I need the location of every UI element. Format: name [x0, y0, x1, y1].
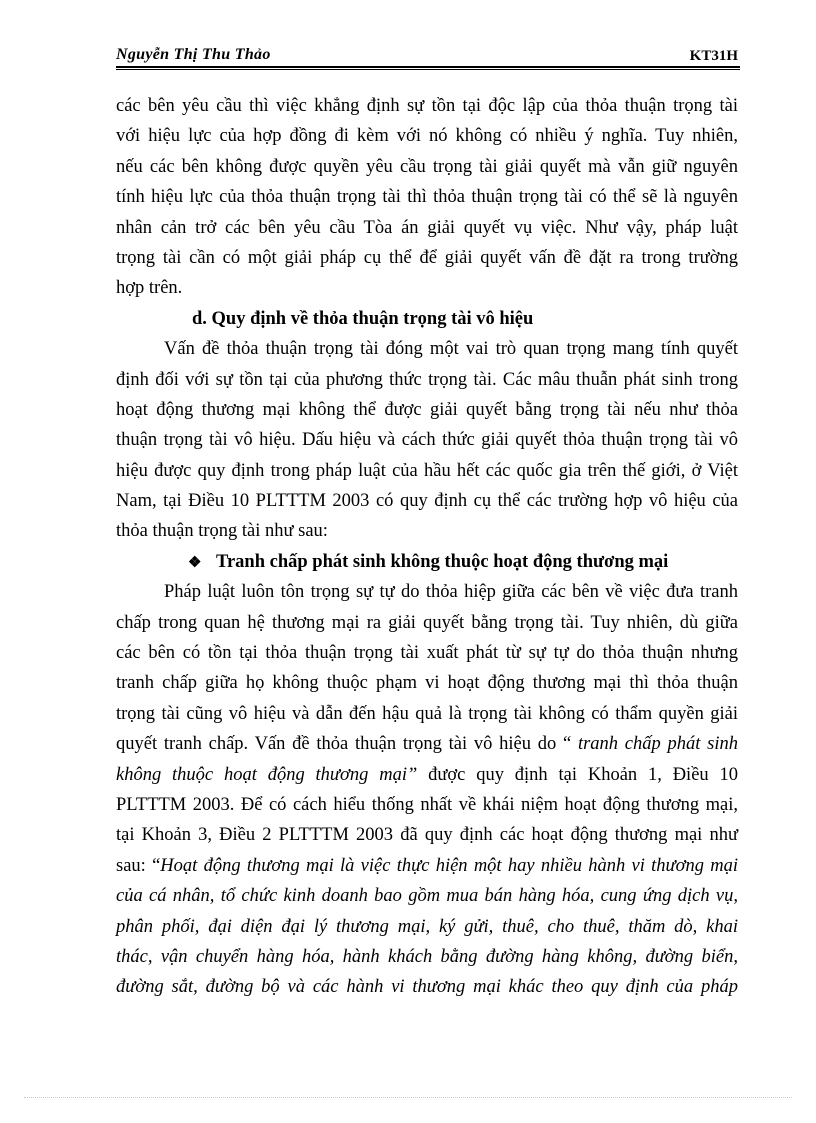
- text-line: các bên có tồn tại thỏa thuận trọng tài xuất phát từ sự tự do thỏa thuận nhưng: [116, 643, 738, 664]
- quote-segment: phân phối, đại diện đại lý thương mại, ký gửi, thuê, cho thuê, thăm dò, khai: [116, 916, 738, 937]
- text-line: thuận trọng tài vô hiệu. Dấu hiệu và cách thức giải quyết thỏa thuận trọng tài vô: [116, 430, 738, 451]
- text-line: hiệu được quy định trong pháp luật của hầu hết các quốc gia trên thế giới, ở Việt: [116, 460, 738, 481]
- text-line: thỏa thuận trọng tài như sau:: [116, 521, 328, 542]
- document-body: [116, 91, 738, 1003]
- text-line: định đối với sự tồn tại của phương thức trọng tài. Các mâu thuẫn phát sinh trong: [116, 369, 738, 390]
- footer-divider: [24, 1097, 792, 1098]
- text-line: [116, 760, 738, 790]
- text-line: Pháp luật luôn tôn trọng sự tự do thỏa hiệp giữa các bên về việc đưa tranh: [164, 582, 738, 603]
- paragraph-3: [116, 577, 738, 1002]
- text-segment: được quy định tại Khoản 1, Điều 10: [417, 764, 738, 785]
- bullet-heading: [116, 547, 738, 577]
- bullet-heading-text: Tranh chấp phát sinh không thuộc hoạt động thương mại: [216, 551, 669, 572]
- paragraph-1: [116, 91, 738, 304]
- quote-segment: không thuộc hoạt động thương mại”: [116, 764, 418, 785]
- quote-segment: thác, vận chuyển hàng hóa, hành khách bằng đường hàng không, đường biển,: [116, 946, 738, 967]
- diamond-bullet-icon: ❖: [188, 554, 202, 571]
- text-line: [116, 912, 738, 942]
- text-line: [116, 729, 738, 759]
- text-line: Vấn đề thỏa thuận trọng tài đóng một vai trò quan trọng mang tính quyết: [164, 339, 738, 360]
- text-line: tại Khoản 3, Điều 2 PLTTTM 2003 đã quy định các hoạt động thương mại như: [116, 825, 738, 846]
- quote-segment: Hoạt động thương mại là việc thực hiện một hay nhiều hành vi thương mại: [160, 855, 739, 876]
- quote-segment: đường sắt, đường bộ và các hành vi thương mại khác theo quy định của pháp: [116, 977, 738, 998]
- text-line: nếu các bên không được quyền yêu cầu trọng tài giải quyết mà vẫn giữ nguyên: [116, 156, 738, 177]
- text-line: hoạt động thương mại không thể được giải quyết bằng trọng tài nếu như thỏa: [116, 399, 738, 420]
- text-line: trọng tài cần có một giải pháp cụ thể để giải quyết vấn đề đặt ra trong trường: [116, 247, 738, 268]
- text-line: tranh chấp giữa họ không thuộc phạm vi hoạt động thương mại thì thỏa thuận: [116, 673, 738, 694]
- text-line: tính hiệu lực của thỏa thuận trọng tài thì thỏa thuận trọng tài có thể sẽ là nguyên: [116, 187, 738, 208]
- text-line: [116, 851, 738, 881]
- text-segment: sau: “: [116, 855, 161, 876]
- header-author: Nguyễn Thị Thu Thảo: [116, 46, 271, 63]
- text-line: Nam, tại Điều 10 PLTTTM 2003 có quy định cụ thể các trường hợp vô hiệu của: [116, 491, 738, 512]
- quote-segment: tranh chấp phát sinh: [577, 734, 738, 755]
- text-line: [116, 881, 738, 911]
- page-header: [116, 44, 740, 70]
- header-code: KT31H: [689, 48, 738, 64]
- quote-segment: của cá nhân, tổ chức kinh doanh bao gồm mua bán hàng hóa, cung ứng dịch vụ,: [116, 886, 738, 907]
- text-line: [116, 942, 738, 972]
- text-line: hợp trên.: [116, 278, 183, 299]
- section-heading-d: d. Quy định về thỏa thuận trọng tài vô hiệu: [192, 308, 534, 329]
- text-line: chấp trong quan hệ thương mại ra giải quyết bằng trọng tài. Tuy nhiên, dù giữa: [116, 612, 738, 633]
- paragraph-2: [116, 334, 738, 547]
- header-rule: [116, 66, 740, 68]
- text-line: với hiệu lực của hợp đồng đi kèm với nó không có nhiều ý nghĩa. Tuy nhiên,: [116, 126, 738, 147]
- text-line: nhân cản trở các bên yêu cầu Tòa án giải quyết vụ việc. Như vậy, pháp luật: [116, 217, 738, 238]
- text-line: [116, 972, 738, 1002]
- text-line: các bên yêu cầu thì việc khẳng định sự tồn tại độc lập của thỏa thuận trọng tài: [116, 96, 738, 116]
- header-rule-thin: [116, 69, 740, 70]
- text-line: PLTTTM 2003. Để có cách hiểu thống nhất về khái niệm hoạt động thương mại,: [116, 794, 738, 815]
- text-segment: quyết tranh chấp. Vấn đề thỏa thuận trọng tài vô hiệu do “: [116, 734, 578, 755]
- text-line: trọng tài cũng vô hiệu và dẫn đến hậu quả là trọng tài không có thẩm quyền giải: [116, 703, 738, 724]
